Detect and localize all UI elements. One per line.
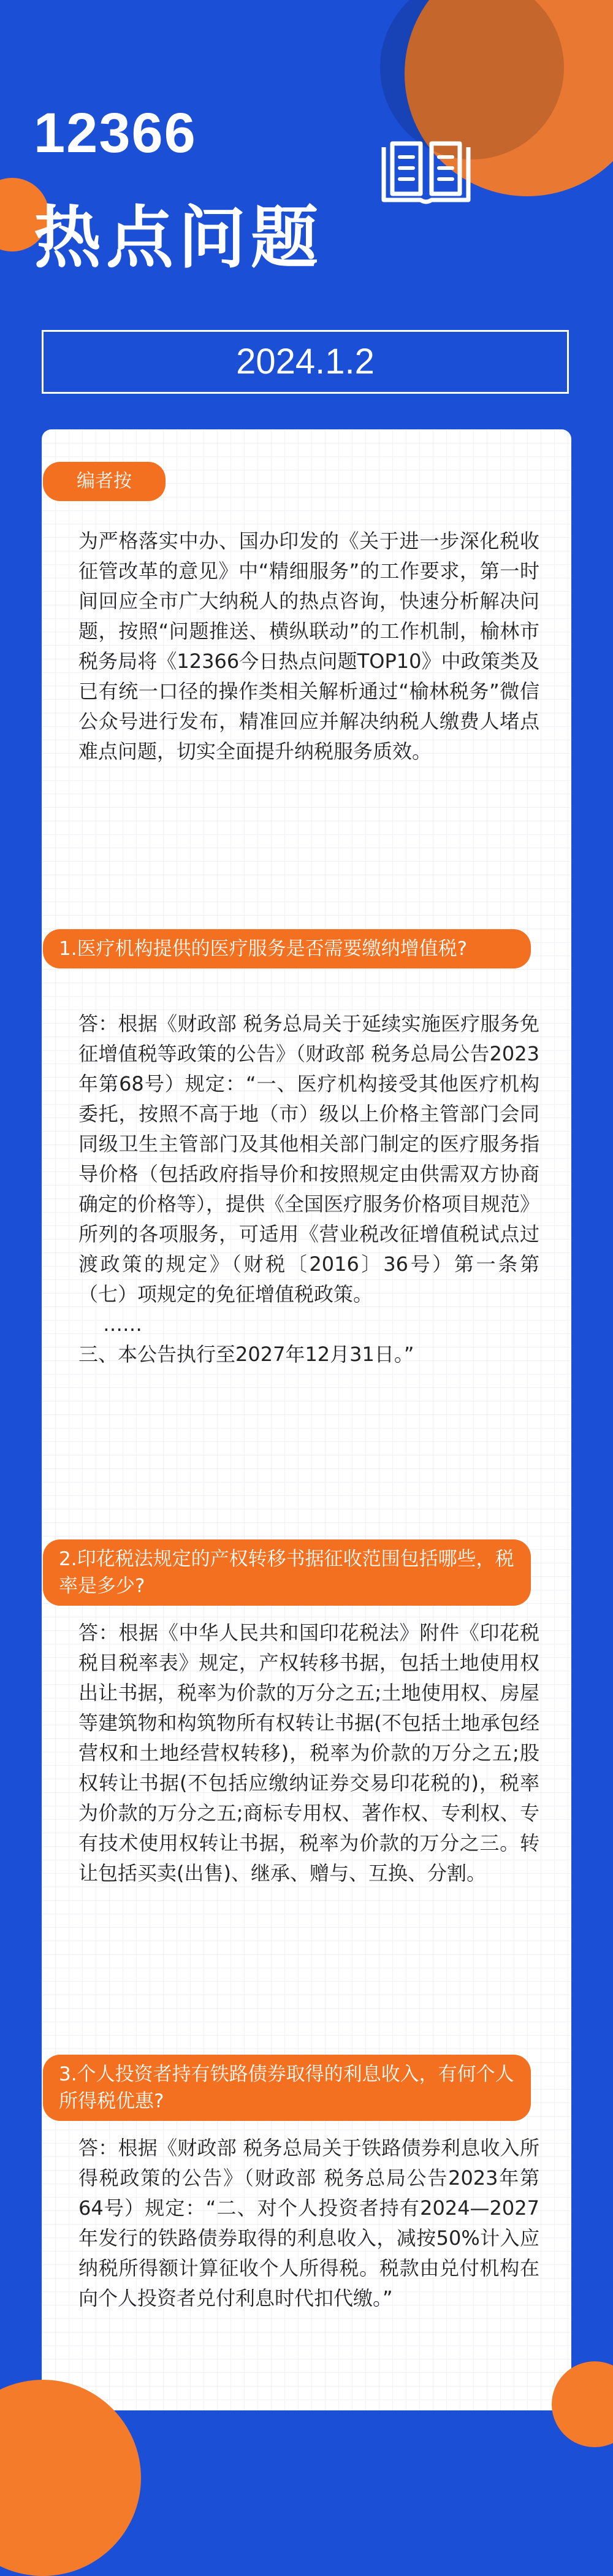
editor-note-text: 为严格落实中办、国办印发的《关于进一步深化税收征管改革的意见》中“精细服务”的工作要求，第一时间回应全市广大纳税人的热点咨询，快速分析解决问题，按照“问题推送、横纵联动”的工作机制，榆林市税务局将《12366今日热点问题TOP10》中政策类及已有统一口径的操作类相关解析通过“榆林税务”微信公众号进行发布，精准回应并解决纳税人缴费人堵点难点问题，切实全面提升纳税服务质效。 (78, 529, 539, 763)
answer-end: 三、本公告执行至2027年12月31日。” (78, 1343, 414, 1366)
date-banner: 2024.1.2 (42, 330, 569, 394)
question-2-answer: 答：根据《中华人民共和国印花税法》附件《印花税税目税率表》规定，产权转移书据，包括土地使用权出让书据，税率为价款的万分之五;土地使用权、房屋等建筑物和构筑物所有权转让书据(不包括土地承包经营权和土地经营权转移)，税率为价款的万分之五;股权转让书据(不包括应缴纳证券交易印花税的)，税率为价款的万分之五;商标专用权、著作权、专利权、专有技术使用权转让书据，税率为价款的万分之三。转让包括买卖(出售)、继承、赠与、互换、分割。 (78, 1621, 539, 1885)
answer-text: 答：根据《财政部 税务总局关于延续实施医疗服务免征增值税等政策的公告》（财政部 税务总局公告2023年第68号）规定：“一、医疗机构接受其他医疗机构委托，按照不高于地（市）级以上价格主管部门会同同级卫生主管部门及其他相关部门制定的医疗服务指导价格（包括政府指导价和按照规定由供需双方协商确定的价格等），提供《全国医疗服务价格项目规范》所列的各项服务，可适用《营业税改征增值税试点过渡政策的规定》（财税〔2016〕36号）第一条第（七）项规定的免征增值税政策。 (78, 1012, 540, 1306)
open-book-icon (380, 140, 472, 207)
header-title-number: 12366 (34, 102, 197, 164)
header-title-text: 热点问题 (34, 199, 323, 277)
question-3-answer: 答：根据《财政部 税务总局关于铁路债券利息收入所得税政策的公告》（财政部 税务总局公告2023年第64号）规定：“二、对个人投资者持有2024—2027年发行的铁路债券取得的利息收入，减按50%计入应纳税所得额计算征收个人所得税。税款由兑付机构在向个人投资者兑付利息时代扣代缴。” (78, 2136, 539, 2310)
editor-note-label: 编者按 (43, 462, 166, 501)
question-3-title: 3.个人投资者持有铁路债券取得的利息收入，有何个人所得税优惠? (43, 2055, 531, 2121)
answer-ellipsis: …… (103, 1313, 142, 1336)
question-1-title: 1.医疗机构提供的医疗服务是否需要缴纳增值税? (43, 929, 531, 968)
question-1-answer (78, 1009, 539, 1370)
question-2-title: 2.印花税法规定的产权转移书据征收范围包括哪些，税率是多少? (43, 1539, 531, 1606)
